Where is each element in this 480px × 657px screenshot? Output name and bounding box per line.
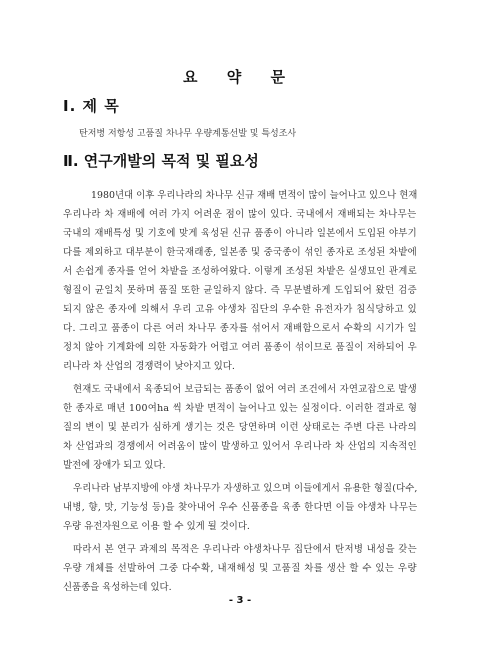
paragraph-line: 다. 그리고 품종이 다른 여러 차나무 종자를 섞어서 재배함으로서 수확의 시기가 일 bbox=[63, 323, 418, 334]
paragraph-line: 우량 유전자원으로 이용 할 수 있게 될 것이다. bbox=[63, 521, 250, 532]
paragraph-line: 신품종을 육성하는데 있다. bbox=[63, 582, 172, 593]
summary-title: 요 약 문 bbox=[183, 68, 297, 86]
section-heading-title: Ⅰ. 제 목 bbox=[63, 97, 120, 115]
paragraph-line: 차 산업과의 경쟁에서 어려움이 많이 발생하고 있어서 우리나라 차 산업의 지속적인 bbox=[63, 441, 418, 452]
paragraph-line: 리나라 차 산업의 경쟁력이 낮아지고 있다. bbox=[63, 361, 235, 372]
paragraph-line: 질의 변이 및 분리가 심하게 생기는 것은 당연하며 이런 상태로는 주변 다른 나라의 bbox=[63, 422, 418, 433]
paragraph-line: 현재도 국내에서 육종되어 보급되는 품종이 없어 여러 조건에서 자연교잡으로 발생 bbox=[73, 384, 417, 395]
paragraph-line: 되지 않은 종자에 의해서 우리 고유 야생차 집단의 우수한 유전자가 침식당하고 있 bbox=[63, 304, 418, 315]
paragraph-line: 정치 않아 기계화에 의한 자동화가 어렵고 여러 품종이 섞이므로 품질이 저하되어 우 bbox=[63, 342, 417, 353]
paragraph-line: 우리나라 차 재배에 여러 가지 어려운 점이 많이 있다. 국내에서 재배되는 차나무는 bbox=[63, 209, 417, 220]
paragraph-line: 발전에 장애가 되고 있다. bbox=[63, 460, 166, 471]
paragraph-line: 따라서 본 연구 과제의 목적은 우리나라 야생차나무 집단에서 탄저병 내성을 갖는 bbox=[73, 544, 418, 555]
paragraph-line: 한 종자로 매년 100여ha 씩 차밭 면적이 늘어나고 있는 실정이다. 이러한 결과로 형 bbox=[63, 403, 418, 414]
paragraph-line: 다를 제외하고 대부분이 한국재래종, 일본종 및 중국종이 섞인 종자로 조성된 차밭에 bbox=[63, 247, 417, 258]
research-subject: 탄저병 저항성 고품질 차나무 우량계통선발 및 특성조사 bbox=[79, 129, 297, 139]
paragraph-line: 1980년대 이후 우리나라의 차나무 신규 재배 면적이 많이 늘어나고 있으나 현재 bbox=[91, 190, 418, 201]
paragraph-line: 내병, 향, 맛, 기능성 등)을 찾아내어 우수 신품종을 육종 한다면 이들 야생차 나무는 bbox=[63, 502, 418, 513]
page-number: - 3 - bbox=[228, 595, 252, 606]
paragraph-line: 형질이 균일치 못하며 품질 또한 균일하지 않다. 즉 무분별하게 도입되어 왔던 검증 bbox=[63, 285, 418, 296]
paragraph-line: 우리나라 남부지방에 야생 차나무가 자생하고 있으며 이들에게서 유용한 형질(다수, bbox=[73, 483, 418, 494]
section-heading-purpose: Ⅱ. 연구개발의 목적 및 필요성 bbox=[63, 152, 259, 170]
paragraph-line: 우량 개체를 선발하여 그중 다수확, 내재해성 및 고품질 차를 생산 할 수 있는 우량 bbox=[63, 563, 418, 574]
paragraph-line: 서 손쉽게 종자를 얻어 차밭을 조성하여왔다. 이렇게 조성된 차밭은 실생묘인 관계로 bbox=[63, 266, 417, 277]
paragraph-line: 국내의 재배특성 및 기호에 맞게 육성된 신규 품종이 아니라 일본에서 도입된 야부기 bbox=[63, 228, 417, 239]
